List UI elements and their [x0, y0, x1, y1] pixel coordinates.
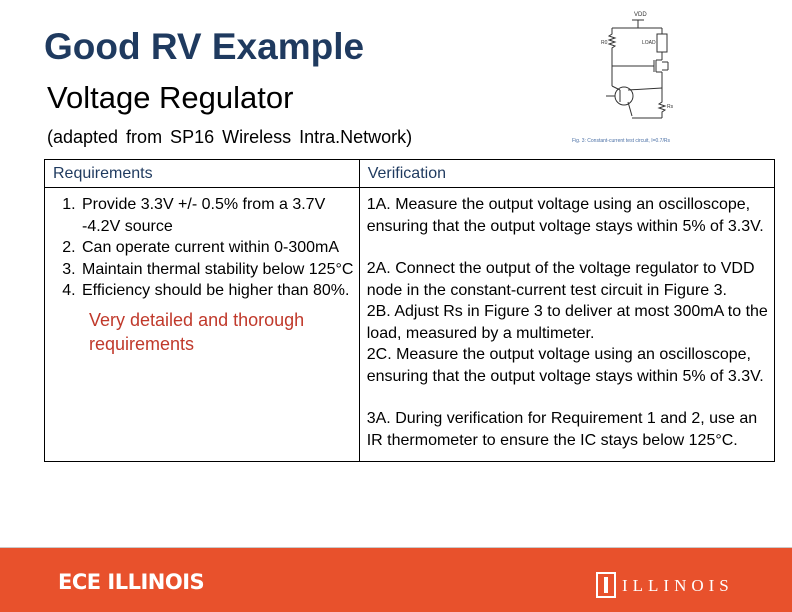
requirement-item: 3. Maintain thermal stability below 125°C — [80, 259, 359, 281]
load-label: LOAD — [642, 40, 656, 46]
verification-cell — [359, 188, 774, 462]
vdd-label: VDD — [634, 12, 647, 18]
illinois-block-i-icon — [596, 572, 616, 598]
requirements-list — [52, 194, 359, 302]
requirements-table — [44, 159, 775, 462]
verification-item: 2B. Adjust Rs in Figure 3 to deliver at most 300mA to the load, measured by a multimeter. — [366, 303, 768, 342]
verification-item: 3A. During verification for Requirement 1 and 2, use an IR thermometer to ensure the IC stays below 125°C. — [366, 410, 758, 449]
ece-illinois-logo: ECE ILLINOIS — [58, 570, 205, 594]
slide-subtitle: Voltage Regulator — [47, 80, 294, 115]
verification-item: 2A. Connect the output of the voltage regulator to VDD node in the constant-current test circuit in Figure 3. — [366, 260, 755, 299]
requirements-cell — [45, 188, 360, 462]
r0-label: R0 — [601, 40, 608, 46]
constant-current-circuit-diagram — [572, 6, 706, 138]
requirement-item: 2. Can operate current within 0-300mA — [80, 237, 359, 259]
verification-item: 1A. Measure the output voltage using an oscilloscope, ensuring that the output voltage stays within 5% of 3.3V. — [366, 196, 764, 235]
source-note: (adapted from SP16 Wireless Intra.Network) — [47, 127, 413, 147]
circuit-figure — [572, 6, 706, 151]
table-header-row — [45, 160, 775, 188]
header-requirements: Requirements — [45, 160, 360, 188]
illinois-wordmark: ILLINOIS — [622, 576, 734, 595]
rs-label: Rs — [667, 104, 674, 110]
header-verification: Verification — [359, 160, 774, 188]
requirement-item: 1. Provide 3.3V +/- 0.5% from a 3.7V -4.2V source — [80, 194, 359, 237]
requirement-item: 4. Efficiency should be higher than 80%. — [80, 280, 359, 302]
slide-title: Good RV Example — [44, 26, 365, 67]
annotation-note: Very detailed and thorough requirements — [89, 309, 305, 354]
verification-item: 2C. Measure the output voltage using an oscilloscope, ensuring that the output voltage stays within 5% of 3.3V. — [366, 346, 764, 385]
table-row — [45, 188, 775, 462]
figure-caption: Fig. 3: Constant-current test circuit, I=0.7/Rs — [572, 138, 670, 144]
